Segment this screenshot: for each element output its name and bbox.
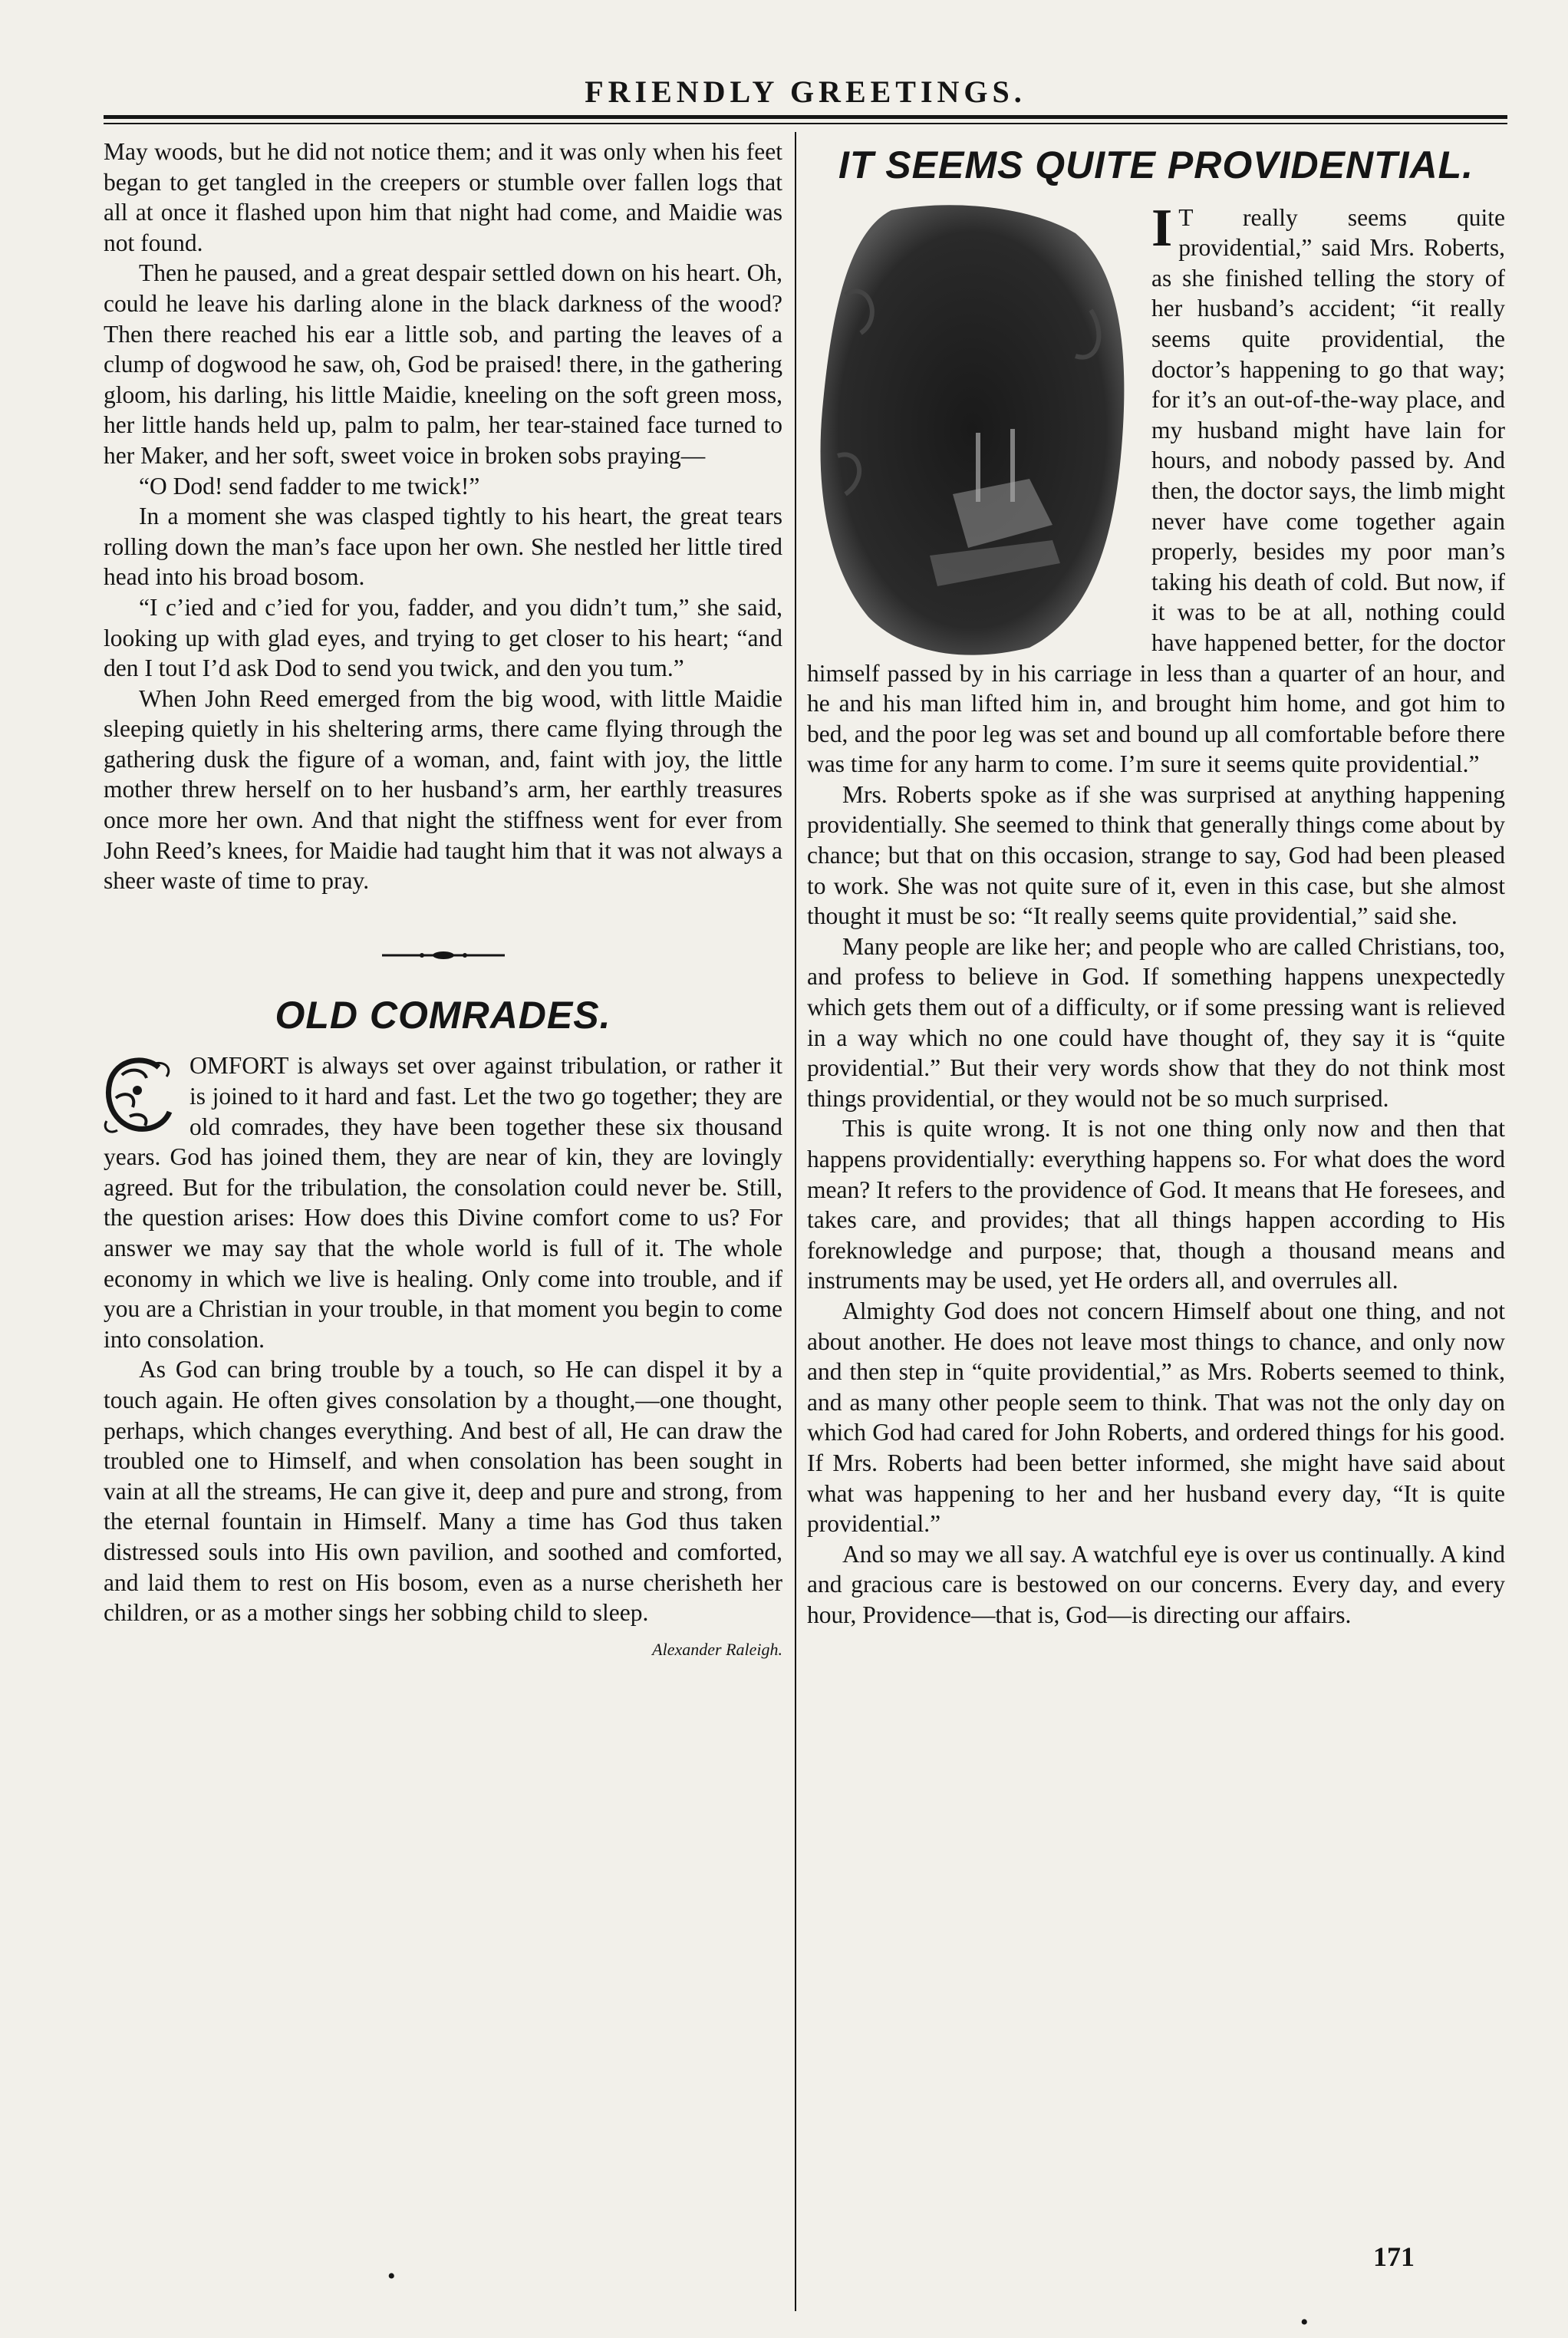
signature: Alexander Raleigh. bbox=[652, 1639, 782, 1659]
story-paragraph: Then he paused, and a great despair settled down on his heart. Oh, could he leave his darling alone in the black darkness of the wood? Then there reached his ear a little sob, and parting the leaves of a clump of dogwood he saw, oh, God be praised! there, in the gathering gloom, his darling, his little Maidie, kneeling on the soft green moss, her little hands held up, palm to palm, her tear-stained face turned to her Maker, and her soft, sweet voice in broken sobs praying— bbox=[104, 259, 782, 469]
article-paragraph: And so may we all say. A watchful eye is over us continually. A kind and gracious care is bestowed on our concerns. Every day, and every hour, Providence—that is, God—is directing our affairs. bbox=[807, 1540, 1505, 1628]
page-number: 171 bbox=[1373, 2241, 1415, 2272]
article-paragraph: Almighty God does not concern Himself about one thing, and not about another. He does not leave most things to chance, and only now and then step in “quite providential,” as Mrs. Roberts seemed to think, and as many other people seem to think. That was not the only day on which God had cared for John Roberts, and ordered things for his good. If Mrs. Roberts had been better informed, she might have said about what was happening to her and her husband every day, “It is quite providential.” bbox=[807, 1297, 1505, 1538]
story-paragraph: May woods, but he did not notice them; and it was only when his feet began to get tangled in the creepers or stumble over fallen logs that all at once it flashed upon him that night had come, and Maidie was not found. bbox=[104, 138, 782, 256]
left-column bbox=[104, 137, 782, 1664]
article-paragraph: Many people are like her; and people who are called Christians, too, and profess to believe in God. If something happens unexpectedly which gets them out of a difficulty, or if some pressing want is relieved in a way which no one could have thought of, they say it is “quite providential.” But their very words show that they do not think most things providential, or they would not be so much surprised. bbox=[807, 932, 1505, 1112]
story-paragraph: When John Reed emerged from the big wood, with little Maidie sleeping quietly in his sheltering arms, there came flying through the gathering dusk the figure of a woman, and, faint with joy, the little mother threw herself on to her husband’s arm, her earthly treasures once more her own. And that night the stiffness went for ever from John Reed’s knees, for Maidie had taught him that it was not always a sheer waste of time to pray. bbox=[104, 684, 782, 895]
article-paragraph: As God can bring trouble by a touch, so He can dispel it by a touch again. He often gives consolation by a thought,—one thought, perhaps, which changes everything. And best of all, He can draw the troubled one to Himself, and when consolation has been sought in vain at all the streams, He can give it, deep and pure and strong, from the eternal fountain in Himself. Many a time has God thus taken distressed souls into His own pavilion, and soothed and comforted, and laid them to rest on His bosom, even as a nurse cherisheth her children, or as a mother sings her sobbing child to sleep. bbox=[104, 1356, 782, 1627]
story-paragraph: “I c’ied and c’ied for you, fadder, and you didn’t tum,” she said, looking up with glad eyes, and trying to get closer to his heart; “and den I tout I’d ask Dod to send you twick, and den you tum.” bbox=[104, 593, 782, 682]
story-paragraph: “O Dod! send fadder to me twick!” bbox=[139, 472, 480, 500]
header-rule-thick bbox=[104, 115, 1507, 119]
column-divider bbox=[795, 132, 796, 2311]
article-first-word: OMFORT bbox=[189, 1052, 289, 1080]
article-paragraph bbox=[104, 1050, 782, 1354]
article-paragraph-text: is always set over against tribulation, or rather it is joined to it hard and fast. Let the two go together; they are old comrades, they have been together these six thousand years. God has joined them, they are near of kin, they are lovingly agreed. But for the tribulation, the consolation could never be. Still, the question arises: How does this Divine comfort come to us? For answer we may say that the whole world is full of it. The whole economy in which we live is healing. Only come into trouble, and if you are a Christian in your trouble, in that moment you begin to come into consolation. bbox=[104, 1052, 782, 1353]
article-title-providential: IT SEEMS QUITE PROVIDENTIAL. bbox=[838, 143, 1474, 186]
header-rule-thin bbox=[104, 123, 1507, 124]
dropcap-letter: I bbox=[1151, 198, 1173, 258]
article-paragraph: Mrs. Roberts spoke as if she was surprised at anything happening providentially. She seemed to think that generally things come about by chance; but that on this occasion, strange to say, God had been pleased to work. She was not quite sure of it, even in this case, but she almost thought it must be so: “It really seems quite providential,” said she. bbox=[807, 780, 1505, 930]
section-ornament bbox=[382, 950, 505, 961]
print-speck: • bbox=[387, 2264, 396, 2289]
right-column bbox=[807, 137, 1505, 1631]
ornate-dropcap-icon bbox=[99, 1052, 182, 1138]
story-paragraph: In a moment she was clasped tightly to his heart, the great tears rolling down the man’s face upon her own. She nestled her little tired head into his broad bosom. bbox=[104, 503, 782, 591]
print-speck: • bbox=[1300, 2310, 1309, 2335]
article-paragraph-text: T really seems quite providential,” said Mrs. Roberts, as she finished telling the story of her husband’s accident; “it really seems quite providential, the doctor’s happening to go that way; for it’s an out-of-the-way place, and my husband might have lain for hours, and nobody passed by. And then, the doctor says, the limb might never have come together again properly, besides my poor man’s taking his death of cold. But now, if it was to be at all, nothing could have happened better, for the doctor himself passed by in his carriage in less than a quarter of an hour, and he and his man lifted him in, and brought him home, and got him to bed, and the poor leg was set and bound up all comfortable before there was time for any harm to come. I’m sure it seems quite providential.” bbox=[807, 203, 1505, 778]
woodcut-illustration bbox=[799, 203, 1141, 655]
article-paragraph: This is quite wrong. It is not one thing only now and then that happens providentially: everything happens so. For what does the word mean? It refers to the providence of God. It means that He foresees, and takes care, and provides; that all things happen according to His foreknowledge and purpose; that, though a thousand means and instruments may be used, yet He orders all, and overrules all. bbox=[807, 1115, 1505, 1294]
masthead: FRIENDLY GREETINGS. bbox=[585, 74, 1026, 109]
article-title-old-comrades: OLD COMRADES. bbox=[275, 993, 611, 1037]
